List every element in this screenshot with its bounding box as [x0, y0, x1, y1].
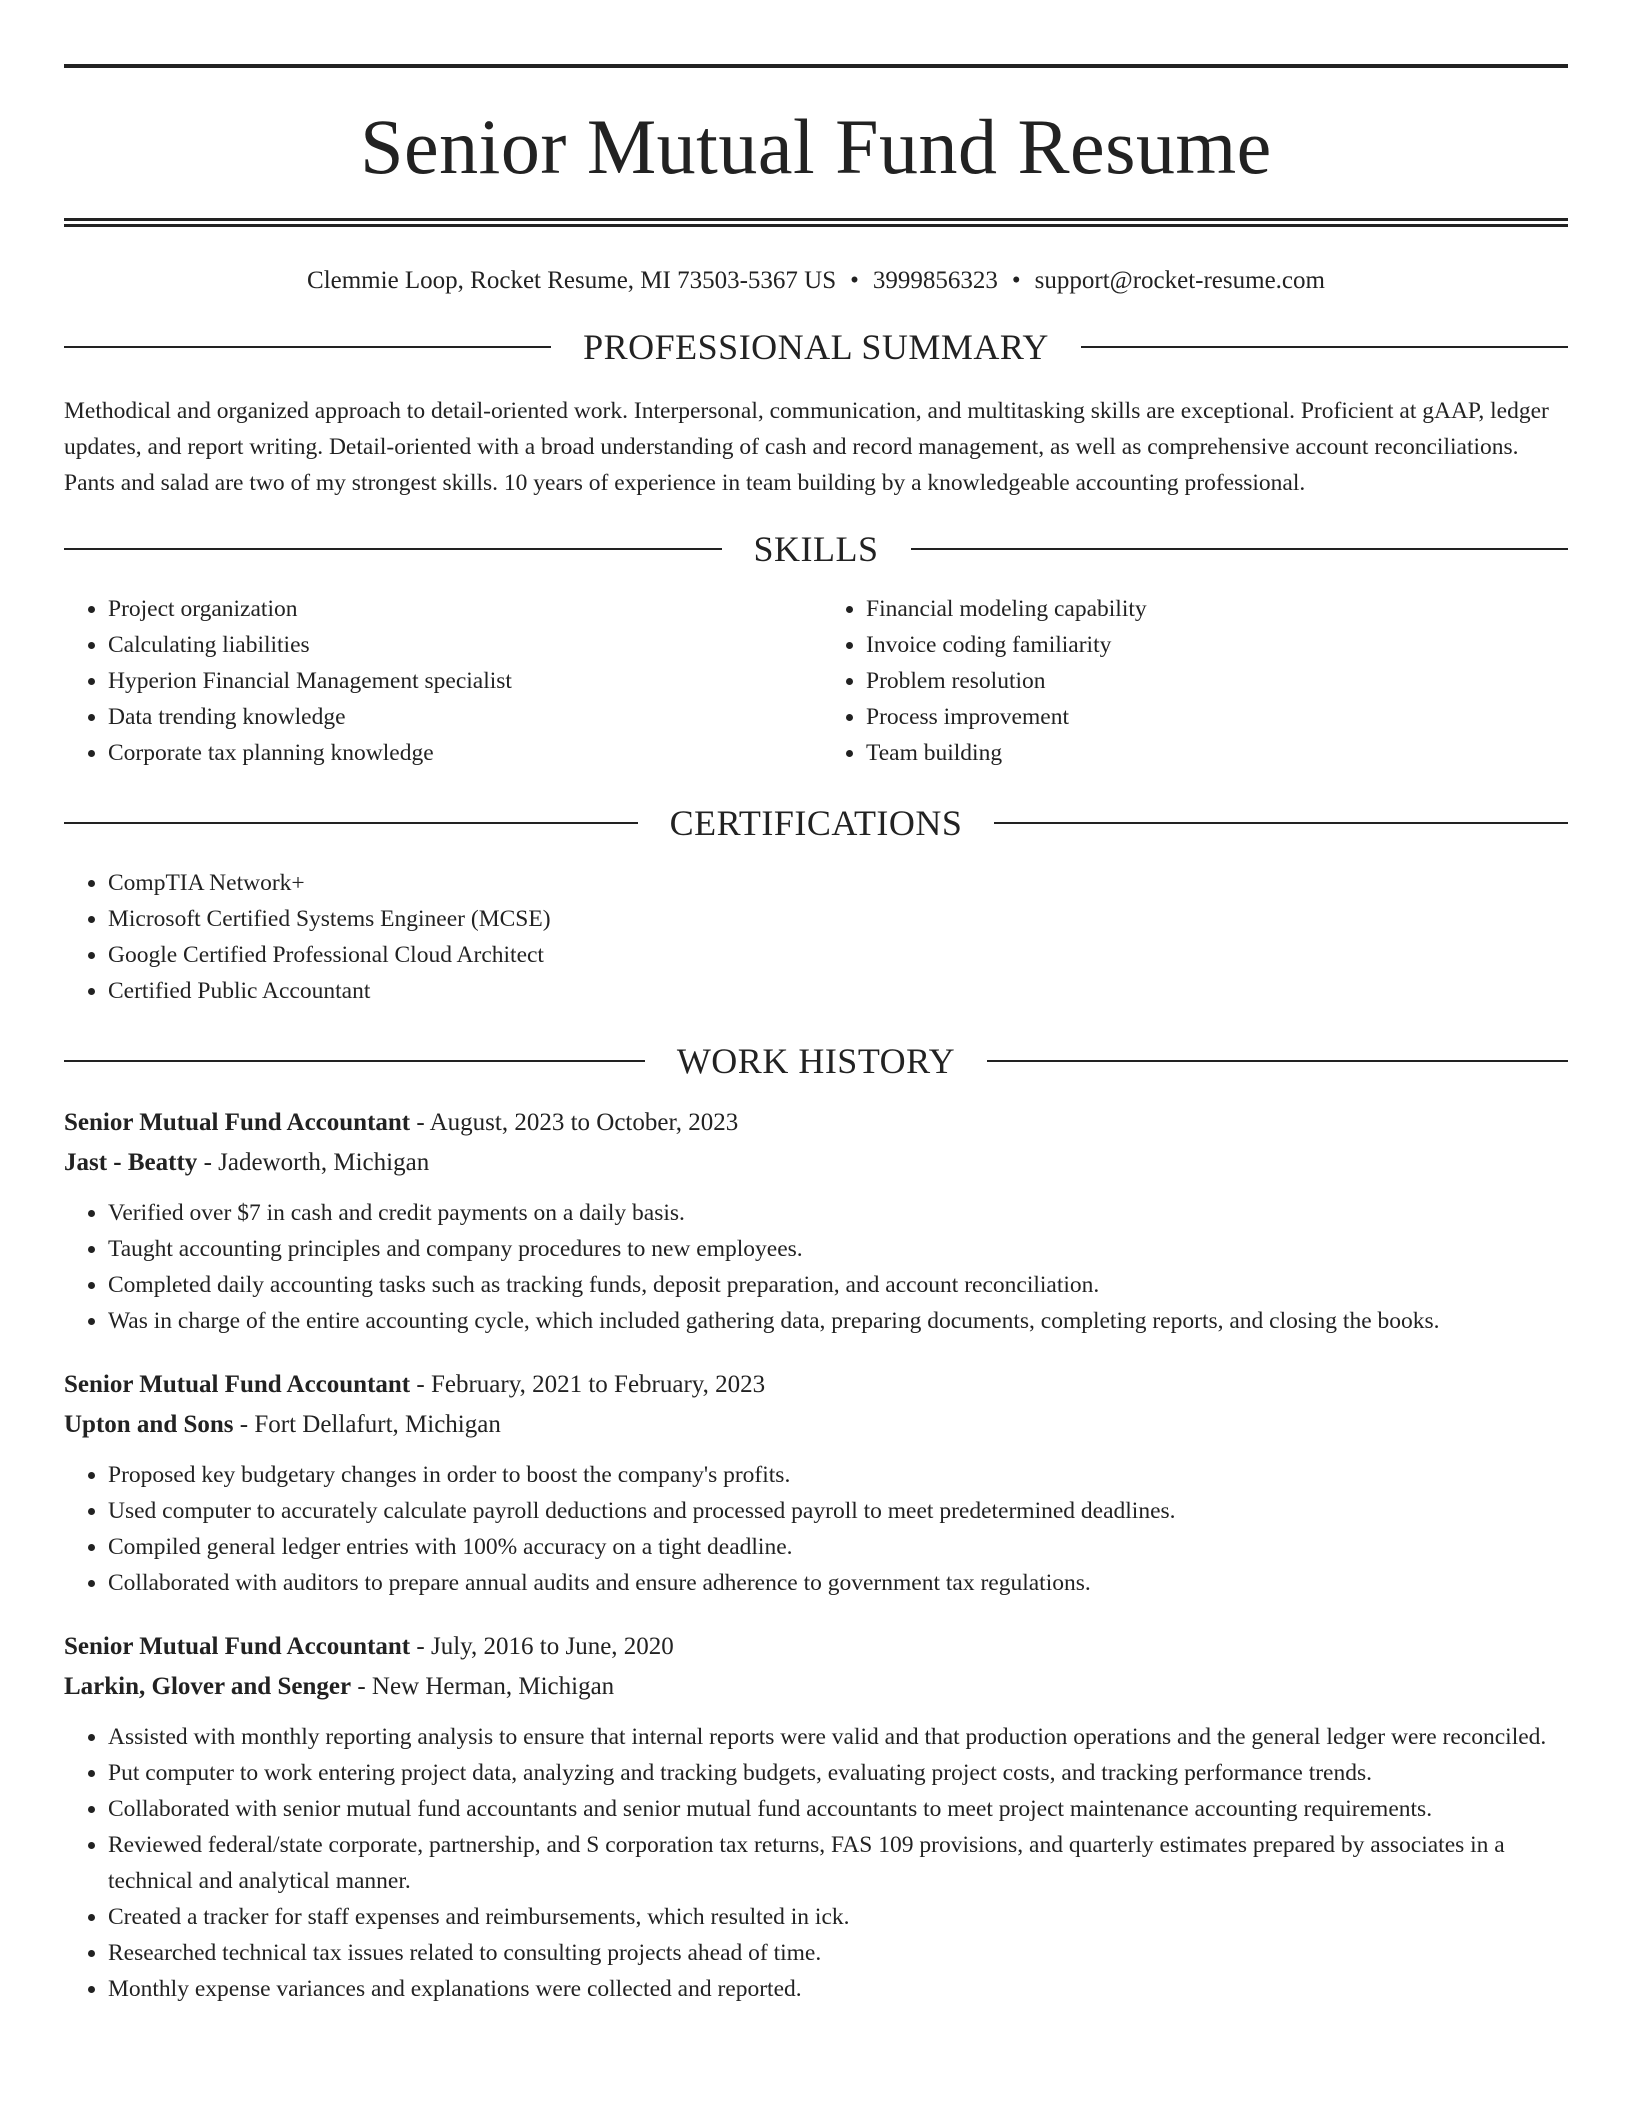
certifications-heading-label: CERTIFICATIONS [669, 803, 963, 843]
contact-address: Clemmie Loop, Rocket Resume, MI 73503-5367 US [307, 267, 837, 294]
job-duty-item: • Proposed key budgetary changes in order to boost the company's profits. [108, 1457, 1568, 1493]
job-dates: - August, 2023 to October, 2023 [410, 1109, 739, 1136]
skills-section-heading [64, 531, 1568, 567]
certification-item: • Microsoft Certified Systems Engineer (MCSE) [108, 901, 1568, 937]
job-title-line [64, 1627, 1568, 1667]
skill-item: • Project organization [108, 591, 816, 627]
job-duty-item: • Verified over $7 in cash and credit payments on a daily basis. [108, 1195, 1568, 1231]
certifications-list [64, 865, 1568, 1009]
heading-rule-left [64, 548, 722, 550]
job-dates: - February, 2021 to February, 2023 [410, 1371, 766, 1398]
job-company: Upton and Sons [64, 1411, 234, 1438]
heading-rule-left [64, 346, 551, 348]
contact-separator: • [1011, 267, 1021, 294]
heading-rule-right [994, 822, 1568, 824]
job-location: - New Herman, Michigan [351, 1673, 615, 1700]
job-duty-item: • Researched technical tax issues related to consulting projects ahead of time. [108, 1935, 1568, 1971]
skill-item: • Corporate tax planning knowledge [108, 735, 816, 771]
resume-page [64, 64, 1568, 2033]
job-location: - Fort Dellafurt, Michigan [233, 1411, 501, 1438]
summary-heading-label: PROFESSIONAL SUMMARY [583, 327, 1049, 367]
work-history-heading-label: WORK HISTORY [676, 1041, 956, 1081]
heading-rule-right [1081, 346, 1568, 348]
job-duty-item: • Reviewed federal/state corporate, partnership, and S corporation tax returns, FAS 109 provisions, and quarterly estimates prepared by associates in a technical and analytical manner. [108, 1827, 1568, 1899]
heading-rule-left [64, 1060, 645, 1062]
work-history-list [64, 1103, 1568, 2007]
contact-line [64, 267, 1568, 295]
certification-item: • Certified Public Accountant [108, 973, 1568, 1009]
certification-item: • CompTIA Network+ [108, 865, 1568, 901]
job-title-line [64, 1365, 1568, 1405]
job-duty-item: • Compiled general ledger entries with 100% accuracy on a tight deadline. [108, 1529, 1568, 1565]
skills-column-right [816, 591, 1568, 771]
job-company-line [64, 1667, 1568, 1707]
job-title-line [64, 1103, 1568, 1143]
skill-item: • Calculating liabilities [108, 627, 816, 663]
job-company-line [64, 1143, 1568, 1183]
job-duty-item: • Completed daily accounting tasks such as tracking funds, deposit preparation, and account reconciliation. [108, 1267, 1568, 1303]
job-company: Jast - Beatty [64, 1149, 198, 1176]
contact-email: support@rocket-resume.com [1034, 267, 1325, 294]
job-company: Larkin, Glover and Senger [64, 1673, 352, 1700]
heading-rule-right [911, 548, 1569, 550]
job-location: - Jadeworth, Michigan [197, 1149, 430, 1176]
job-duty-item: • Assisted with monthly reporting analysis to ensure that internal reports were valid and that production operations and the general ledger were reconciled. [108, 1719, 1568, 1755]
skill-item: • Financial modeling capability [866, 591, 1568, 627]
skill-item: • Hyperion Financial Management specialist [108, 663, 816, 699]
header-top-rule [64, 64, 1568, 68]
skill-item: • Data trending knowledge [108, 699, 816, 735]
job-duty-item: • Monthly expense variances and explanations were collected and reported. [108, 1971, 1568, 2007]
job-duty-item: • Was in charge of the entire accounting cycle, which included gathering data, preparing documents, completing reports, and closing the books. [108, 1303, 1568, 1339]
certification-item: • Google Certified Professional Cloud Architect [108, 937, 1568, 973]
work-history-section-heading [64, 1043, 1568, 1079]
professional-summary-text: Methodical and organized approach to detail-oriented work. Interpersonal, communication, and multitasking skills are exceptional. Proficient at gAAP, ledger updates, and report writing. Detail-oriented with a broad understanding of cash and record management, as well as comprehensive account reconciliations. Pants and salad are two of my strongest skills. 10 years of experience in team building by a knowledgeable accounting professional. [64, 398, 1549, 496]
job-duties-list [64, 1195, 1568, 1339]
job-title: Senior Mutual Fund Accountant [64, 1109, 411, 1136]
certifications-items [64, 865, 1568, 1009]
skills-list [64, 591, 1568, 771]
job-entry [64, 1103, 1568, 1339]
header-double-rule [64, 218, 1568, 227]
job-duty-item: • Collaborated with auditors to prepare annual audits and ensure adherence to government tax regulations. [108, 1565, 1568, 1601]
heading-rule-right [987, 1060, 1568, 1062]
skills-left-list [64, 591, 816, 771]
skills-right-list [816, 591, 1568, 771]
job-entry [64, 1627, 1568, 2007]
skill-item: • Invoice coding familiarity [866, 627, 1568, 663]
job-company-line [64, 1405, 1568, 1445]
job-duty-item: • Taught accounting principles and company procedures to new employees. [108, 1231, 1568, 1267]
skills-column-left [64, 591, 816, 771]
heading-rule-left [64, 822, 638, 824]
job-duties-list [64, 1719, 1568, 2007]
contact-phone: 3999856323 [872, 267, 998, 294]
job-duty-item: • Created a tracker for staff expenses and reimbursements, which resulted in ick. [108, 1899, 1568, 1935]
job-duties-list [64, 1457, 1568, 1601]
summary-section-heading [64, 329, 1568, 365]
job-duty-item: • Used computer to accurately calculate payroll deductions and processed payroll to meet predetermined deadlines. [108, 1493, 1568, 1529]
job-title: Senior Mutual Fund Accountant [64, 1633, 411, 1660]
job-title: Senior Mutual Fund Accountant [64, 1371, 411, 1398]
skills-heading-label: SKILLS [753, 529, 879, 569]
job-duty-item: • Collaborated with senior mutual fund accountants and senior mutual fund accountants to meet project maintenance accounting requirements. [108, 1791, 1568, 1827]
job-entry [64, 1365, 1568, 1601]
job-duty-item: • Put computer to work entering project data, analyzing and tracking budgets, evaluating project costs, and tracking performance trends. [108, 1755, 1568, 1791]
skill-item: • Team building [866, 735, 1568, 771]
skill-item: • Process improvement [866, 699, 1568, 735]
certifications-section-heading [64, 805, 1568, 841]
skill-item: • Problem resolution [866, 663, 1568, 699]
contact-separator: • [850, 267, 859, 294]
resume-title: Senior Mutual Fund Resume [360, 103, 1272, 190]
job-dates: - July, 2016 to June, 2020 [410, 1633, 674, 1660]
